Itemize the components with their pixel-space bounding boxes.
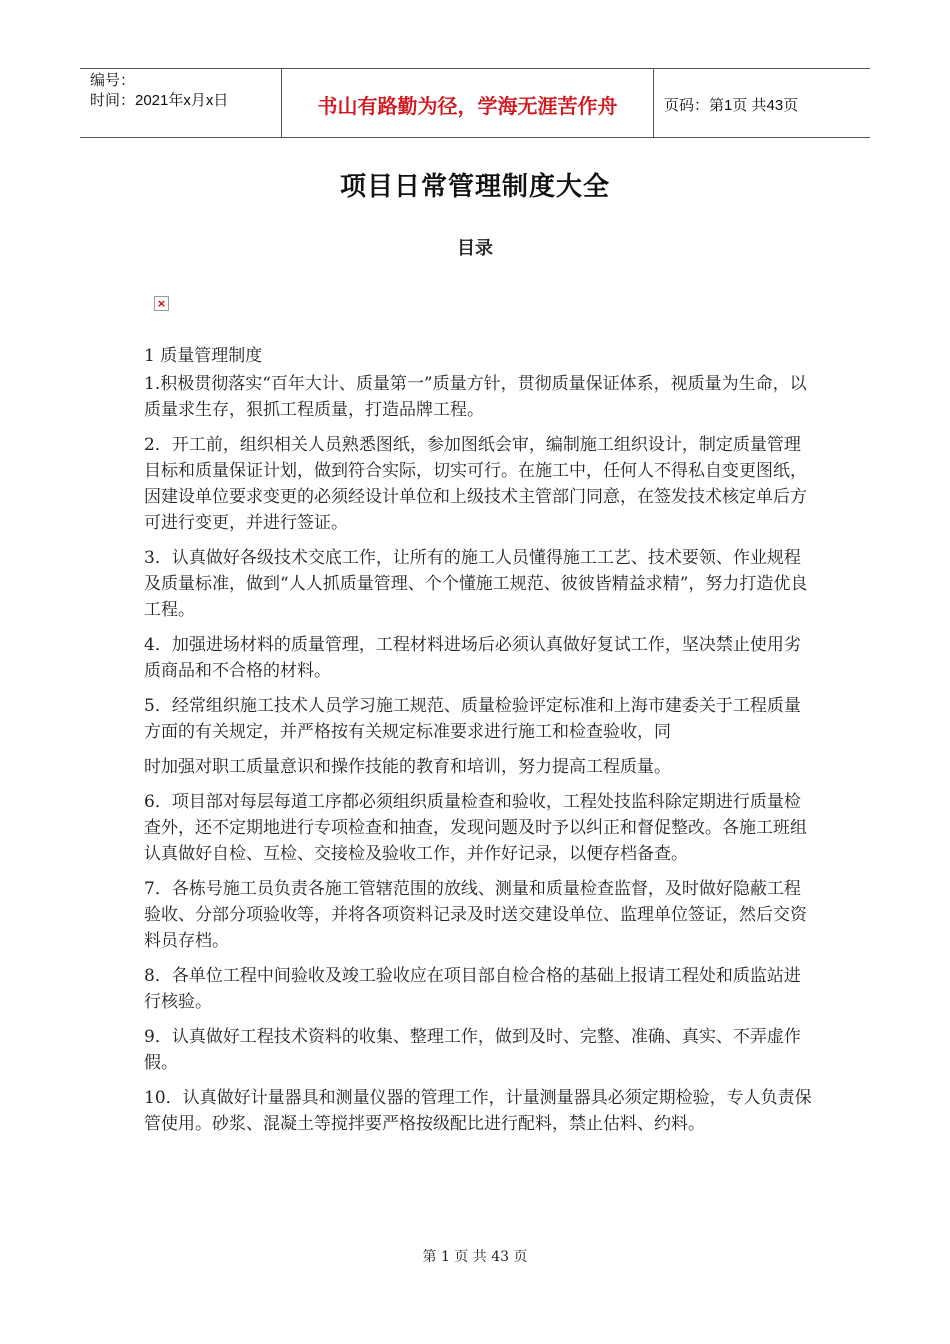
paragraph-2: 2．开工前，组织相关人员熟悉图纸，参加图纸会审，编制施工组织设计，制定质量管理目标和质量保证计划，做到符合实际，切实可行。在施工中，任何人不得私自变更图纸，因建设单位要求变更的必须经设计单位和上级技术主管部门同意，在签发技术核定单后方可进行变更，并进行签证。 [144,435,807,533]
time-label: 时间：2021年x月x日 [90,92,229,109]
number-label: 编号： [90,72,136,89]
page-footer: 第 1 页 共 43 页 [422,1249,528,1265]
paragraph-5-continued: 时加强对职工质量意识和操作技能的教育和培训，努力提高工程质量。 [144,757,671,777]
toc-title: 目录 [457,238,493,259]
header-meta [80,69,282,137]
paragraph-7: 7．各栋号施工员负责各施工管辖范围的放线、测量和质量检查监督，及时做好隐蔽工程验收、分部分项验收等，并将各项资料记录及时送交建设单位、监理单位签证，然后交资料员存档。 [144,879,807,951]
paragraph-3: 3．认真做好各级技术交底工作，让所有的施工人员懂得施工工艺、技术要领、作业规程及质量标准，做到“人人抓质量管理、个个懂施工规范、彼彼皆精益求精”，努力打造优良工程。 [144,548,808,620]
paragraph-9: 9．认真做好工程技术资料的收集、整理工作，做到及时、完整、准确、真实、不弄虚作假。 [144,1027,801,1073]
header-page-info: 页码：第1页 共43页 [664,96,799,114]
paragraph-6: 6．项目部对每层每道工序都必须组织质量检查和验收，工程处技监科除定期进行质量检查外，还不定期地进行专项检查和抽查，发现问题及时予以纠正和督促整改。各施工班组认真做好自检、互检、交接检及验收工作，并作好记录，以便存档备查。 [144,792,807,864]
paragraph-10: 10．认真做好计量器具和测量仪器的管理工作，计量测量器具必须定期检验，专人负责保管使用。砂浆、混凝土等搅拌要严格按级配比进行配料，禁止估料、约料。 [144,1088,812,1134]
document-title: 项目日常管理制度大全 [339,172,610,202]
document-header [80,68,870,138]
paragraph-5: 5．经常组织施工技术人员学习施工规范、质量检验评定标准和上海市建委关于工程质量方面的有关规定，并严格按有关规定标准要求进行施工和检查验收，同 [144,696,801,742]
paragraph-4: 4．加强进场材料的质量管理，工程材料进场后必须认真做好复试工作，坚决禁止使用劣质商品和不合格的材料。 [144,635,801,681]
document-body [144,343,814,1146]
paragraph-8: 8．各单位工程中间验收及竣工验收应在项目部自检合格的基础上报请工程处和质监站进行核验。 [144,966,801,1012]
broken-image-icon: × [154,296,169,311]
paragraph-1: 1.积极贯彻落实“百年大计、质量第一”质量方针，贯彻质量保证体系，视质量为生命，以质量求生存，狠抓工程质量，打造品牌工程。 [144,374,807,420]
section-heading: 1 质量管理制度 [144,346,263,366]
header-motto: 书山有路勤为径，学海无涯苦作舟 [282,69,654,137]
